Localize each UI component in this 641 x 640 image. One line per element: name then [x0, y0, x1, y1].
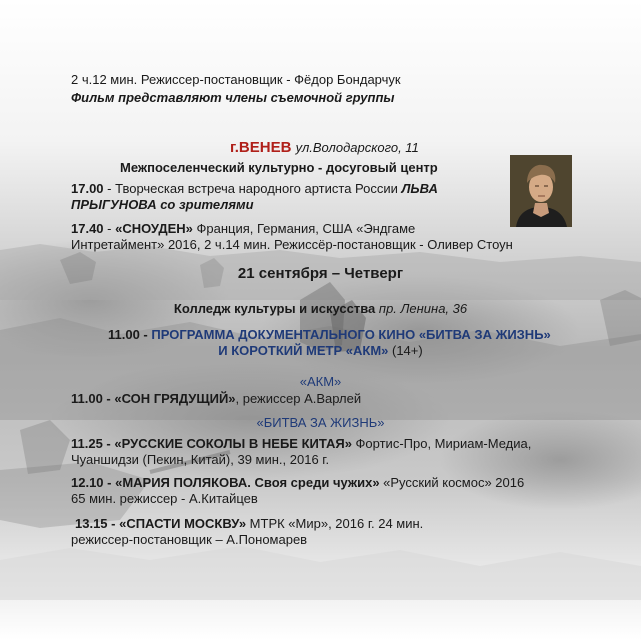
college-venue	[0, 301, 641, 317]
college-name: Колледж культуры и искусства	[173, 301, 376, 316]
film-title: «СПАСТИ МОСКВУ»	[119, 516, 247, 531]
film-title: «МАРИЯ ПОЛЯКОВА. Своя среди чужих»	[115, 475, 380, 490]
actor-surname: ПРЫГУНОВА	[71, 197, 157, 212]
section-bitva: «БИТВА ЗА ЖИЗНЬ»	[256, 415, 385, 430]
film-title: «РУССКИЕ СОКОЛЫ В НЕБЕ КИТАЯ»	[114, 436, 352, 451]
film-studio: Фортис-Про, Мириам-Медиа,	[351, 436, 532, 451]
event-time: 17.00	[71, 181, 104, 196]
age-rating: (14+)	[388, 343, 423, 358]
film-title: «СОН ГРЯДУЩИЙ»	[114, 391, 236, 406]
venev-header	[230, 139, 419, 157]
program-subtitle: И КОРОТКИЙ МЕТР «АКМ»	[218, 343, 389, 358]
date-heading: 21 сентября – Четверг	[237, 265, 404, 282]
program-time: 11.00 -	[108, 327, 152, 342]
program-line2	[0, 343, 641, 359]
film-director: , режиссер А.Варлей	[235, 391, 362, 406]
film-duration-director: 2 ч.12 мин. Режиссер-постановщик - Фёдор Бондарчук	[71, 72, 401, 87]
actor-portrait	[510, 155, 572, 227]
actor-first-name: ЛЬВА	[401, 181, 438, 196]
event-snowden-line2: Интретаймент» 2016, 2 ч.14 мин. Режиссёр-постановщик - Оливер Стоун	[71, 237, 513, 252]
event-prygunov-line1	[71, 181, 438, 197]
event-snowden-line1	[71, 221, 415, 237]
film-details: Франция, Германия, США «Эндгаме	[192, 221, 416, 236]
film-studio: МТРК «Мир», 2016 г. 24 мин.	[246, 516, 424, 531]
film-time: 11.25 -	[71, 436, 115, 451]
film-time: 12.10 -	[71, 475, 116, 490]
film-son-gryadushchiy	[71, 391, 361, 407]
film-moskva-line1	[75, 516, 423, 532]
film-time: 11.00 -	[71, 391, 115, 406]
event-tail: со зрителями	[156, 197, 254, 212]
venue-name: Межпоселенческий культурно - досуговый центр	[120, 160, 438, 175]
event-sep: -	[103, 221, 116, 236]
film-studio: «Русский космос» 2016	[379, 475, 525, 490]
film-sokoly-line1	[71, 436, 531, 452]
event-time: 17.40	[71, 221, 104, 236]
event-prygunov-line2	[71, 197, 254, 213]
program-line1	[108, 327, 551, 343]
section-akm: «АКМ»	[299, 374, 342, 389]
film-title: «СНОУДЕН»	[115, 221, 193, 236]
film-time: 13.15 -	[75, 516, 120, 531]
program-title: ПРОГРАММА ДОКУМЕНТАЛЬНОГО КИНО «БИТВА ЗА ЖИЗНЬ»	[151, 327, 551, 342]
event-desc: - Творческая встреча народного артиста России	[103, 181, 402, 196]
film-sokoly-line2: Чуаншидзи (Пекин, Китай), 39 мин., 2016 г.	[71, 452, 330, 467]
film-polyakova-line1	[71, 475, 524, 491]
college-address: пр. Ленина, 36	[375, 301, 468, 316]
city-name: г.ВЕНЕВ	[230, 139, 292, 156]
city-address: ул.Володарского, 11	[295, 140, 419, 155]
film-polyakova-line2: 65 мин. режиссер - А.Китайцев	[71, 491, 258, 506]
film-presenters-note: Фильм представляют члены съемочной группы	[71, 90, 395, 105]
film-moskva-line2: режиссер-постановщик – А.Пономарев	[71, 532, 308, 547]
